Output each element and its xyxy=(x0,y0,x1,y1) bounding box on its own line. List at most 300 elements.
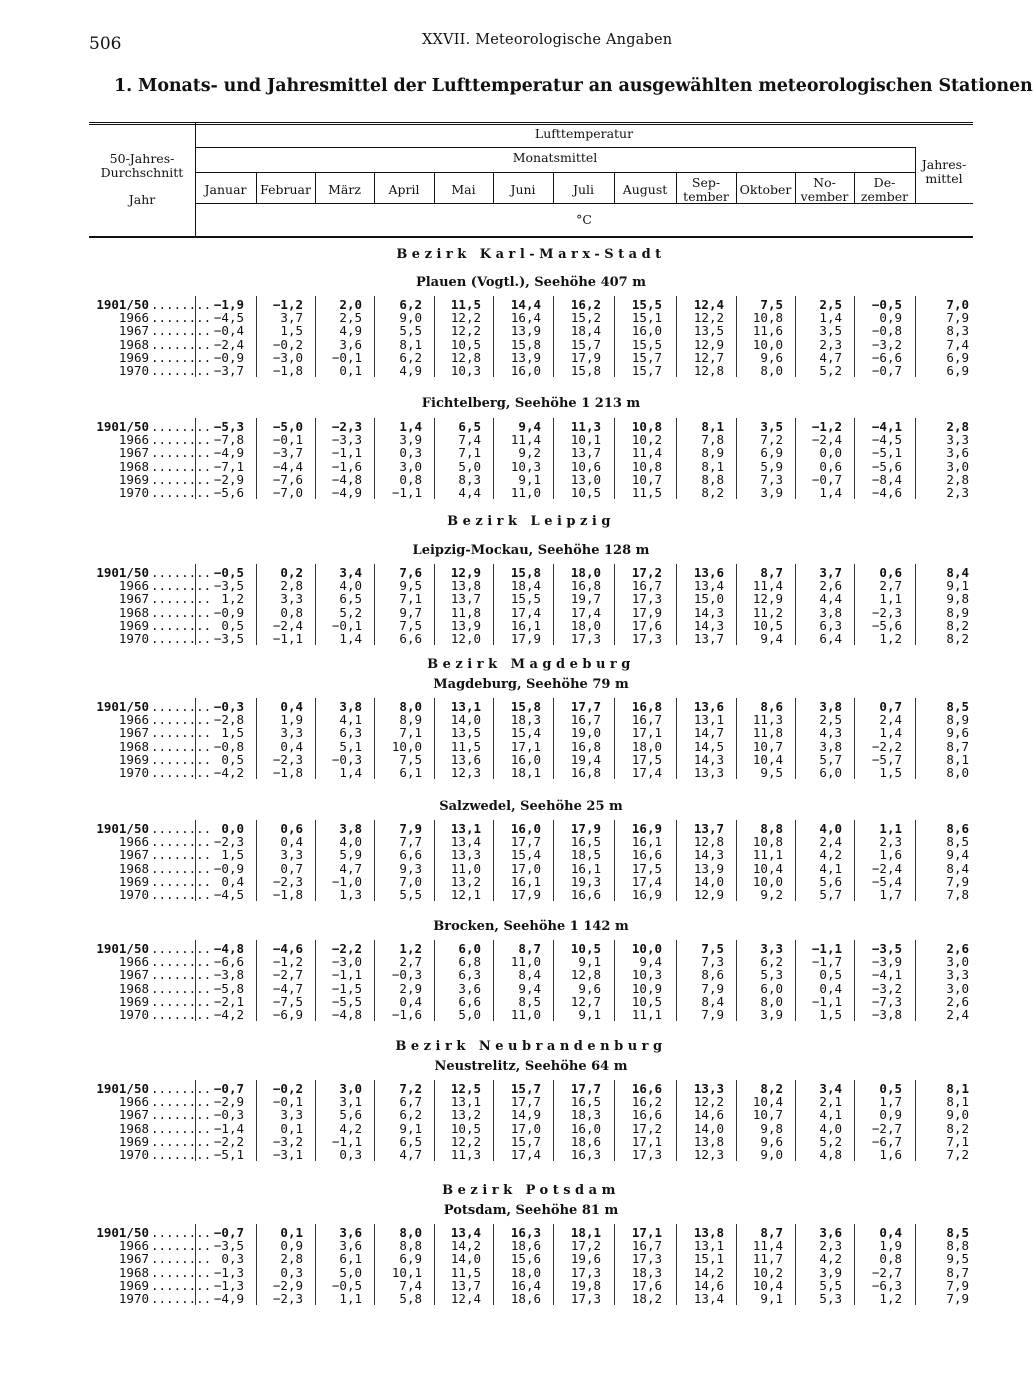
month-value-cell: 6,0 xyxy=(819,765,842,780)
month-value-cell: −3,7 xyxy=(272,445,303,461)
month-value-cell: −2,3 xyxy=(871,604,902,620)
table-row xyxy=(89,1135,973,1148)
row-year: 1970 xyxy=(118,765,149,780)
station-data-block xyxy=(89,700,973,781)
month-value-cell: 13,7 xyxy=(450,1277,481,1293)
month-value-cell: 9,5 xyxy=(399,578,422,594)
table-row xyxy=(89,446,973,459)
month-value-cell: 16,4 xyxy=(510,1277,541,1293)
month-value-cell: 7,1 xyxy=(399,591,422,607)
month-value-cell: −2,7 xyxy=(871,1264,902,1280)
month-value-cell: 10,8 xyxy=(752,834,783,850)
month-value-cell: −0,8 xyxy=(213,738,244,754)
month-value-cell: −2,8 xyxy=(213,712,244,728)
month-value-cell: −3,5 xyxy=(213,1238,244,1254)
month-value-cell: 16,0 xyxy=(510,751,541,767)
table-row xyxy=(89,592,973,605)
row-year: 1970 xyxy=(118,1291,149,1306)
row-year: 1970 xyxy=(118,631,149,646)
month-value-cell: 10,0 xyxy=(752,336,783,352)
month-value-cell: 18,4 xyxy=(570,323,601,339)
row-year: 1967 xyxy=(118,323,149,339)
month-value-cell: 19,8 xyxy=(570,1277,601,1293)
month-value-cell: −0,7 xyxy=(871,363,902,378)
month-value-cell: 8,0 xyxy=(399,1225,422,1240)
month-value-cell: 6,8 xyxy=(458,954,481,970)
month-value-cell: 13,1 xyxy=(693,712,724,728)
header-month xyxy=(493,183,553,197)
month-value-cell: 9,1 xyxy=(760,1291,783,1306)
month-value-cell: −1,8 xyxy=(272,363,303,378)
month-value-cell: 16,1 xyxy=(631,834,662,850)
month-value-cell: 0,5 xyxy=(221,617,244,633)
month-value-cell: 13,4 xyxy=(693,578,724,594)
month-value-cell: 18,0 xyxy=(570,565,601,580)
month-value-cell: 10,5 xyxy=(570,485,601,500)
month-value-cell: 17,3 xyxy=(631,591,662,607)
month-value-cell: −5,7 xyxy=(871,751,902,767)
month-value-cell: 0,4 xyxy=(280,738,303,754)
month-value-cell: −4,9 xyxy=(331,485,362,500)
header-month-label: No- xyxy=(813,175,836,190)
month-value-cell: 3,3 xyxy=(280,591,303,607)
month-value-cell: 5,2 xyxy=(819,1133,842,1149)
month-value-cell: 15,4 xyxy=(510,847,541,863)
month-value-cell: 17,4 xyxy=(570,604,601,620)
month-value-cell: 17,0 xyxy=(510,860,541,876)
month-value-cell: 1,1 xyxy=(879,591,902,607)
month-value-cell: −5,1 xyxy=(213,1147,244,1162)
annual-mean-cell: 8,4 xyxy=(946,565,969,580)
month-value-cell: 14,6 xyxy=(693,1107,724,1123)
row-year: 1966 xyxy=(118,834,149,850)
month-value-cell: 5,5 xyxy=(819,1277,842,1293)
month-value-cell: 17,5 xyxy=(631,751,662,767)
month-value-cell: −2,3 xyxy=(272,1291,303,1306)
month-value-cell: 7,7 xyxy=(399,834,422,850)
month-value-cell: 11,3 xyxy=(450,1147,481,1162)
month-value-cell: −4,4 xyxy=(272,458,303,474)
month-value-cell: −2,1 xyxy=(213,993,244,1009)
month-value-cell: 8,7 xyxy=(518,941,541,956)
month-value-cell: 15,7 xyxy=(510,1133,541,1149)
header-month xyxy=(676,176,736,204)
month-value-cell: 18,3 xyxy=(631,1264,662,1280)
station-heading: Fichtelberg, Seehöhe 1 213 m xyxy=(421,396,641,411)
month-value-cell: −0,7 xyxy=(811,471,842,487)
row-year: 1967 xyxy=(118,967,149,983)
month-value-cell: 15,7 xyxy=(570,336,601,352)
month-value-cell: 17,1 xyxy=(631,1133,662,1149)
month-value-cell: 10,1 xyxy=(391,1264,422,1280)
month-value-cell: 0,1 xyxy=(280,1225,303,1240)
month-value-cell: 3,1 xyxy=(339,1094,362,1110)
month-value-cell: 2,7 xyxy=(399,954,422,970)
month-value-cell: −5,8 xyxy=(213,980,244,996)
month-value-cell: 15,5 xyxy=(510,591,541,607)
month-value-cell: 1,4 xyxy=(339,765,362,780)
month-value-cell: 1,3 xyxy=(339,887,362,902)
month-value-cell: 0,7 xyxy=(879,699,902,714)
month-value-cell: 18,0 xyxy=(570,617,601,633)
row-year: 1968 xyxy=(118,1264,149,1280)
table-row xyxy=(89,486,973,499)
leader-dots: ........ xyxy=(151,941,212,956)
month-value-cell: 1,6 xyxy=(879,1147,902,1162)
month-value-cell: 17,4 xyxy=(510,1147,541,1162)
leader-dots: ........ xyxy=(151,860,212,876)
month-value-cell: 13,1 xyxy=(693,1238,724,1254)
month-value-cell: 13,7 xyxy=(693,631,724,646)
month-value-cell: 9,0 xyxy=(760,1147,783,1162)
month-value-cell: 16,9 xyxy=(631,821,662,836)
month-value-cell: 16,8 xyxy=(570,578,601,594)
annual-mean-cell: 8,7 xyxy=(946,1264,969,1280)
month-value-cell: 6,1 xyxy=(399,765,422,780)
row-year: 1966 xyxy=(118,578,149,594)
month-value-cell: 9,4 xyxy=(518,980,541,996)
month-value-cell: 10,0 xyxy=(391,738,422,754)
header-month xyxy=(195,183,256,197)
month-value-cell: 7,3 xyxy=(760,471,783,487)
month-value-cell: 3,6 xyxy=(339,1238,362,1254)
month-value-cell: 11,0 xyxy=(510,485,541,500)
leader-dots: ........ xyxy=(151,738,212,754)
month-value-cell: −5,0 xyxy=(272,419,303,434)
month-value-cell: 11,4 xyxy=(510,432,541,448)
month-value-cell: −0,1 xyxy=(331,349,362,365)
month-value-cell: 5,3 xyxy=(760,967,783,983)
month-value-cell: 2,8 xyxy=(280,1251,303,1267)
month-value-cell: −6,7 xyxy=(871,1133,902,1149)
month-value-cell: 0,4 xyxy=(399,993,422,1009)
month-value-cell: −0,3 xyxy=(213,699,244,714)
month-value-cell: 4,9 xyxy=(339,323,362,339)
leader-dots: ........ xyxy=(151,1264,212,1280)
annual-mean-cell: 8,6 xyxy=(946,821,969,836)
month-value-cell: 0,4 xyxy=(819,980,842,996)
table-row xyxy=(89,1252,973,1265)
month-value-cell: −3,3 xyxy=(331,432,362,448)
month-value-cell: 14,9 xyxy=(510,1107,541,1123)
month-value-cell: 12,9 xyxy=(752,591,783,607)
month-value-cell: −5,6 xyxy=(213,485,244,500)
month-value-cell: 3,3 xyxy=(280,1107,303,1123)
month-value-cell: 11,1 xyxy=(631,1007,662,1022)
month-value-cell: 1,7 xyxy=(879,887,902,902)
annual-mean-cell: 9,4 xyxy=(946,847,969,863)
month-value-cell: 3,6 xyxy=(339,1225,362,1240)
month-value-cell: 17,1 xyxy=(510,738,541,754)
month-value-cell: 7,9 xyxy=(399,821,422,836)
annual-mean-cell: 8,9 xyxy=(946,712,969,728)
month-value-cell: 7,2 xyxy=(760,432,783,448)
month-value-cell: 1,4 xyxy=(399,419,422,434)
month-value-cell: 0,8 xyxy=(399,471,422,487)
month-value-cell: 3,3 xyxy=(760,941,783,956)
month-value-cell: 0,8 xyxy=(879,1251,902,1267)
header-year-label: Jahr xyxy=(128,192,156,207)
month-value-cell: 12,0 xyxy=(450,631,481,646)
month-value-cell: 5,9 xyxy=(760,458,783,474)
leader-dots: ........ xyxy=(151,1081,212,1096)
month-value-cell: 15,1 xyxy=(693,1251,724,1267)
month-value-cell: 17,4 xyxy=(510,604,541,620)
month-value-cell: 2,4 xyxy=(819,834,842,850)
month-value-cell: −7,3 xyxy=(871,993,902,1009)
month-value-cell: 4,9 xyxy=(399,363,422,378)
month-value-cell: −3,8 xyxy=(213,967,244,983)
header-month-label: April xyxy=(388,182,420,197)
month-value-cell: 16,7 xyxy=(631,712,662,728)
month-value-cell: 10,7 xyxy=(752,1107,783,1123)
month-value-cell: −1,1 xyxy=(331,445,362,461)
month-value-cell: 6,2 xyxy=(399,297,422,312)
leader-dots: ........ xyxy=(151,821,212,836)
month-value-cell: 11,1 xyxy=(752,847,783,863)
annual-mean-cell: 3,0 xyxy=(946,980,969,996)
month-value-cell: 4,0 xyxy=(339,578,362,594)
month-value-cell: 12,9 xyxy=(450,565,481,580)
month-value-cell: 8,8 xyxy=(760,821,783,836)
month-value-cell: 2,8 xyxy=(280,578,303,594)
station-data-block xyxy=(89,566,973,647)
header-month-label: März xyxy=(328,182,361,197)
month-value-cell: 15,8 xyxy=(510,336,541,352)
month-value-cell: 2,5 xyxy=(819,297,842,312)
month-value-cell: −4,5 xyxy=(871,432,902,448)
month-value-cell: 1,5 xyxy=(879,765,902,780)
month-value-cell: 11,5 xyxy=(450,1264,481,1280)
month-value-cell: −4,2 xyxy=(213,765,244,780)
month-value-cell: 7,4 xyxy=(399,1277,422,1293)
row-year: 1966 xyxy=(118,1094,149,1110)
leader-dots: ........ xyxy=(151,1277,212,1293)
month-value-cell: 16,6 xyxy=(631,847,662,863)
table-row xyxy=(89,1082,973,1095)
leader-dots: ........ xyxy=(151,1107,212,1123)
annual-mean-cell: 8,2 xyxy=(946,1120,969,1136)
month-value-cell: −2,7 xyxy=(272,967,303,983)
station-data-block xyxy=(89,1082,973,1163)
row-year: 1968 xyxy=(118,336,149,352)
annual-mean-cell: 9,6 xyxy=(946,725,969,741)
month-value-cell: 4,4 xyxy=(458,485,481,500)
month-value-cell: 19,6 xyxy=(570,1251,601,1267)
month-value-cell: 0,4 xyxy=(280,834,303,850)
month-value-cell: 9,1 xyxy=(399,1120,422,1136)
month-value-cell: 11,3 xyxy=(752,712,783,728)
month-value-cell: 3,9 xyxy=(399,432,422,448)
month-value-cell: 11,2 xyxy=(752,604,783,620)
header-month-label: Sep- xyxy=(691,175,721,190)
month-value-cell: 6,6 xyxy=(399,847,422,863)
month-value-cell: 2,3 xyxy=(819,1238,842,1254)
leader-dots: ........ xyxy=(151,617,212,633)
month-value-cell: −0,3 xyxy=(331,751,362,767)
month-value-cell: 5,7 xyxy=(819,887,842,902)
district-heading: Bezirk Magdeburg xyxy=(427,657,635,672)
row-year: 1966 xyxy=(118,954,149,970)
table-row xyxy=(89,700,973,713)
month-value-cell: 3,5 xyxy=(760,419,783,434)
leader-dots: ........ xyxy=(151,847,212,863)
month-value-cell: −0,1 xyxy=(331,617,362,633)
table-row xyxy=(89,726,973,739)
month-value-cell: 3,9 xyxy=(760,485,783,500)
leader-dots: ........ xyxy=(151,485,212,500)
month-value-cell: 12,2 xyxy=(450,323,481,339)
row-year: 1969 xyxy=(118,1133,149,1149)
month-value-cell: 16,4 xyxy=(510,310,541,326)
month-value-cell: 14,7 xyxy=(693,725,724,741)
annual-mean-cell: 8,1 xyxy=(946,751,969,767)
month-value-cell: 15,8 xyxy=(510,565,541,580)
month-value-cell: 3,8 xyxy=(819,699,842,714)
month-value-cell: 11,4 xyxy=(631,445,662,461)
month-value-cell: −6,9 xyxy=(272,1007,303,1022)
month-value-cell: 15,7 xyxy=(510,1081,541,1096)
month-value-cell: −3,2 xyxy=(272,1133,303,1149)
table-row xyxy=(89,888,973,901)
leader-dots: ........ xyxy=(151,1007,212,1022)
month-value-cell: 3,6 xyxy=(339,336,362,352)
table-row xyxy=(89,473,973,486)
month-value-cell: 13,3 xyxy=(450,847,481,863)
month-value-cell: −0,3 xyxy=(213,1107,244,1123)
month-value-cell: 16,5 xyxy=(570,834,601,850)
table-row xyxy=(89,420,973,433)
month-value-cell: 17,7 xyxy=(510,1094,541,1110)
month-value-cell: −3,5 xyxy=(213,631,244,646)
month-value-cell: 8,8 xyxy=(701,471,724,487)
month-value-cell: −1,4 xyxy=(213,1120,244,1136)
row-year: 1901/50 xyxy=(96,699,149,714)
month-value-cell: 16,3 xyxy=(510,1225,541,1240)
month-value-cell: 5,5 xyxy=(399,323,422,339)
month-value-cell: 9,4 xyxy=(760,631,783,646)
month-value-cell: 15,2 xyxy=(570,310,601,326)
month-value-cell: 9,8 xyxy=(760,1120,783,1136)
month-value-cell: 11,4 xyxy=(752,1238,783,1254)
month-value-cell: 18,6 xyxy=(510,1291,541,1306)
annual-mean-cell: 2,8 xyxy=(946,419,969,434)
month-value-cell: −2,4 xyxy=(272,617,303,633)
month-value-cell: 0,3 xyxy=(221,1251,244,1267)
month-value-cell: −6,6 xyxy=(871,349,902,365)
month-value-cell: 5,2 xyxy=(339,604,362,620)
month-value-cell: 12,3 xyxy=(450,765,481,780)
month-value-cell: −0,7 xyxy=(213,1081,244,1096)
annual-mean-cell: 2,8 xyxy=(946,471,969,487)
header-month xyxy=(256,183,315,197)
row-year: 1969 xyxy=(118,751,149,767)
month-value-cell: 3,9 xyxy=(819,1264,842,1280)
month-value-cell: 15,6 xyxy=(510,1251,541,1267)
month-value-cell: 17,3 xyxy=(570,631,601,646)
row-year: 1901/50 xyxy=(96,565,149,580)
month-value-cell: 16,0 xyxy=(570,1120,601,1136)
month-value-cell: 10,5 xyxy=(752,617,783,633)
month-value-cell: −1,7 xyxy=(811,954,842,970)
month-value-cell: 16,0 xyxy=(510,363,541,378)
month-value-cell: −2,4 xyxy=(811,432,842,448)
month-value-cell: 10,2 xyxy=(631,432,662,448)
month-value-cell: 4,0 xyxy=(819,1120,842,1136)
row-year: 1968 xyxy=(118,860,149,876)
table-row xyxy=(89,955,973,968)
header-month xyxy=(736,183,795,197)
annual-mean-cell: 7,8 xyxy=(946,887,969,902)
month-value-cell: 18,0 xyxy=(631,738,662,754)
month-value-cell: 10,5 xyxy=(450,336,481,352)
month-value-cell: 17,1 xyxy=(631,1225,662,1240)
month-value-cell: 3,8 xyxy=(339,699,362,714)
month-value-cell: −3,5 xyxy=(871,941,902,956)
annual-mean-cell: 9,8 xyxy=(946,591,969,607)
header-month-label: Oktober xyxy=(739,182,792,197)
table-header xyxy=(89,122,973,238)
month-value-cell: −2,2 xyxy=(331,941,362,956)
month-value-cell: 6,4 xyxy=(819,631,842,646)
month-value-cell: −5,6 xyxy=(871,617,902,633)
month-value-cell: 12,2 xyxy=(693,310,724,326)
month-value-cell: 13,2 xyxy=(450,873,481,889)
month-value-cell: 15,1 xyxy=(631,310,662,326)
leader-dots: ........ xyxy=(151,1147,212,1162)
month-value-cell: −7,6 xyxy=(272,471,303,487)
month-value-cell: 13,9 xyxy=(510,323,541,339)
month-value-cell: −1,1 xyxy=(331,1133,362,1149)
leader-dots: ........ xyxy=(151,834,212,850)
station-heading: Brocken, Seehöhe 1 142 m xyxy=(433,919,629,934)
annual-mean-cell: 7,4 xyxy=(946,336,969,352)
month-value-cell: 17,7 xyxy=(510,834,541,850)
leader-dots: ........ xyxy=(151,954,212,970)
month-value-cell: 6,1 xyxy=(339,1251,362,1267)
month-value-cell: 11,8 xyxy=(752,725,783,741)
month-value-cell: 6,3 xyxy=(339,725,362,741)
month-value-cell: 8,9 xyxy=(701,445,724,461)
header-annual-1: Jahres- xyxy=(921,157,967,172)
row-year: 1969 xyxy=(118,471,149,487)
month-value-cell: 0,8 xyxy=(280,604,303,620)
table-row xyxy=(89,1226,973,1239)
header-month xyxy=(434,183,493,197)
month-value-cell: −6,6 xyxy=(213,954,244,970)
month-value-cell: −0,2 xyxy=(272,336,303,352)
month-value-cell: 13,8 xyxy=(450,578,481,594)
month-value-cell: 10,3 xyxy=(450,363,481,378)
month-value-cell: 14,0 xyxy=(450,1251,481,1267)
month-value-cell: −5,1 xyxy=(871,445,902,461)
month-value-cell: 13,1 xyxy=(450,1094,481,1110)
table-row xyxy=(89,1279,973,1292)
month-value-cell: 17,2 xyxy=(570,1238,601,1254)
table-row xyxy=(89,606,973,619)
station-heading: Salzwedel, Seehöhe 25 m xyxy=(439,799,623,814)
month-value-cell: −4,1 xyxy=(871,419,902,434)
month-value-cell: 5,6 xyxy=(819,873,842,889)
month-value-cell: 1,5 xyxy=(819,1007,842,1022)
month-value-cell: 4,1 xyxy=(339,712,362,728)
month-value-cell: 3,7 xyxy=(280,310,303,326)
month-value-cell: 1,1 xyxy=(339,1291,362,1306)
annual-mean-cell: 7,1 xyxy=(946,1133,969,1149)
month-value-cell: 3,5 xyxy=(819,323,842,339)
row-year: 1966 xyxy=(118,432,149,448)
month-value-cell: 16,6 xyxy=(631,1107,662,1123)
